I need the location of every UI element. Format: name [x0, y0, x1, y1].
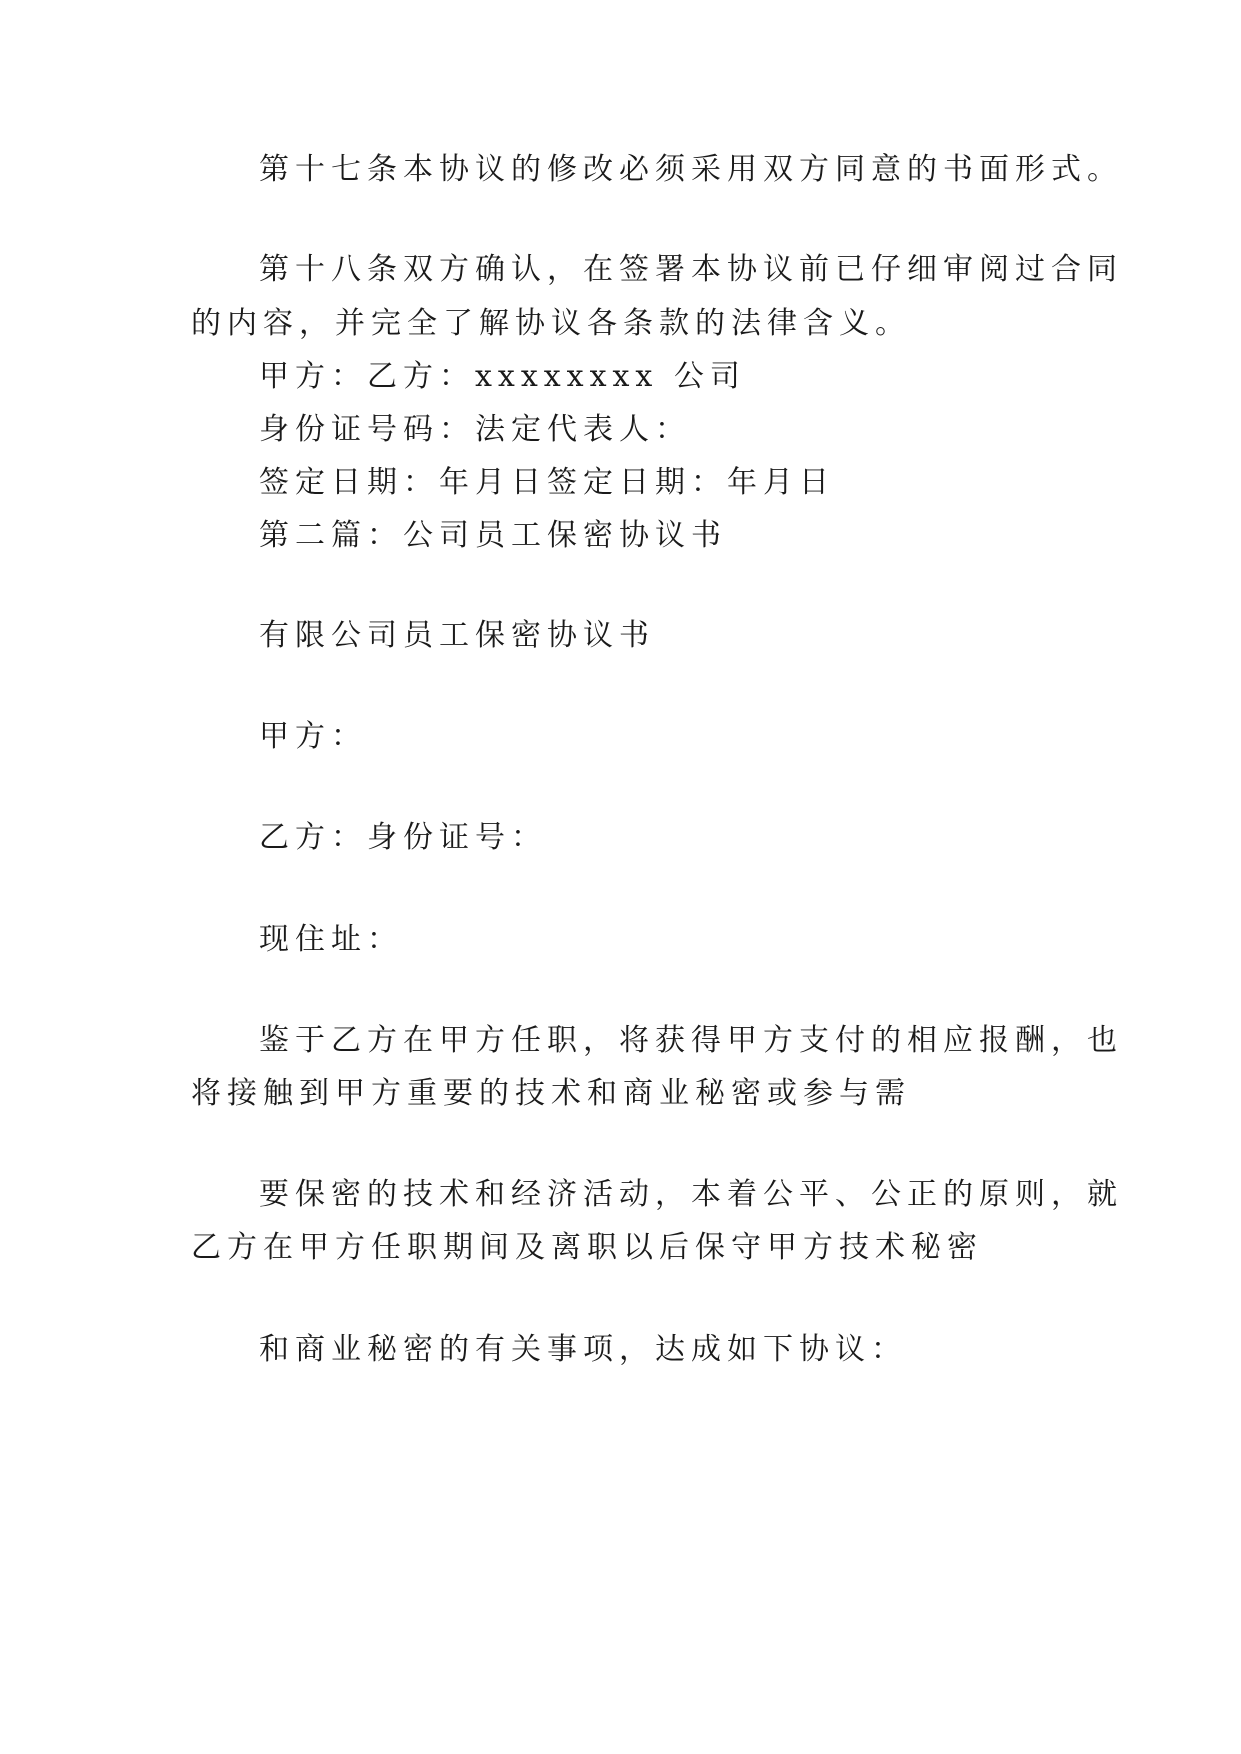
- article-17-text: 第十七条本协议的修改必须采用双方同意的书面形式。: [259, 152, 1123, 187]
- article-18-line-2: 的内容，并完全了解协议各条款的法律含义。: [191, 306, 911, 341]
- agreement-title: 有限公司员工保密协议书: [259, 618, 655, 653]
- section-two-heading: 第二篇：公司员工保密协议书: [259, 518, 727, 553]
- recital-line-2: 将接触到甲方重要的技术和商业秘密或参与需: [191, 1076, 911, 1111]
- recital-line-1: 鉴于乙方在甲方任职，将获得甲方支付的相应报酬，也: [259, 1023, 1123, 1058]
- party-a-line: 甲方：: [259, 719, 367, 754]
- principle-line-2: 乙方在甲方任职期间及离职以后保守甲方技术秘密: [191, 1230, 983, 1265]
- party-b-id-line: 乙方：身份证号：: [259, 820, 547, 855]
- id-number-line: 身份证号码：法定代表人：: [259, 412, 691, 447]
- agreement-intro-line: 和商业秘密的有关事项，达成如下协议：: [259, 1332, 907, 1367]
- address-line: 现住址：: [259, 922, 403, 957]
- sign-date-line: 签定日期：年月日签定日期：年月日: [259, 465, 835, 500]
- party-a-b-line: 甲方：乙方：xxxxxxxx 公司: [259, 359, 746, 394]
- article-18-line-1: 第十八条双方确认，在签署本协议前已仔细审阅过合同: [259, 252, 1123, 287]
- principle-line-1: 要保密的技术和经济活动，本着公平、公正的原则，就: [259, 1177, 1123, 1212]
